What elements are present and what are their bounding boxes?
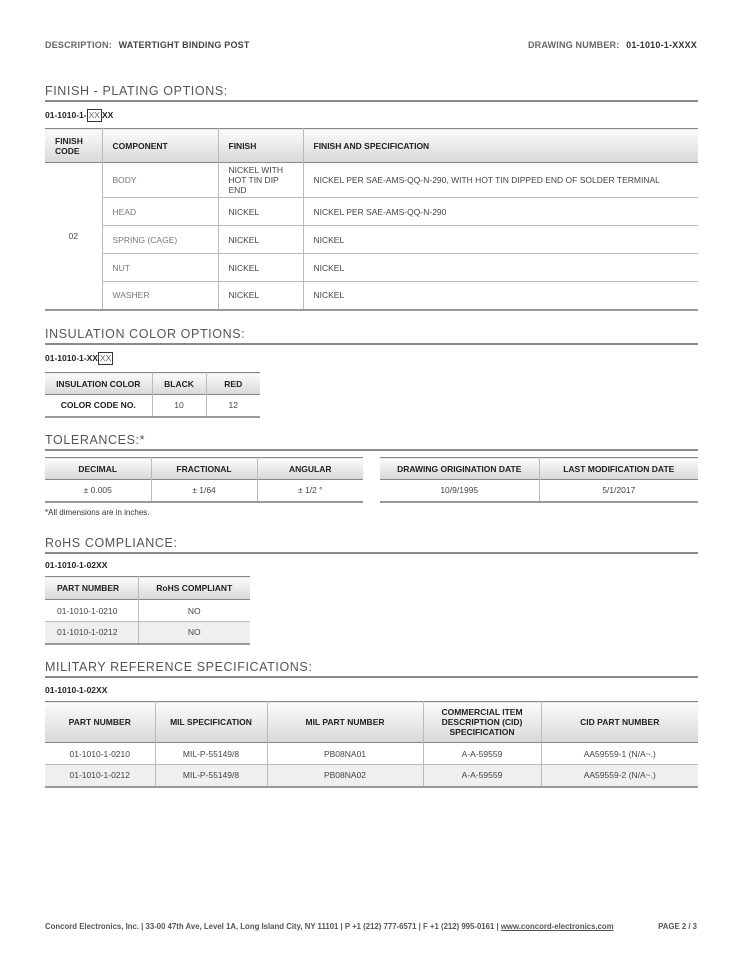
col-origination-date: DRAWING ORIGINATION DATE bbox=[380, 458, 539, 480]
col-insulation-color: INSULATION COLOR bbox=[45, 373, 152, 395]
finish-part-number bbox=[45, 109, 113, 122]
insulation-section-title: INSULATION COLOR OPTIONS: bbox=[45, 327, 698, 345]
col-finish-code: FINISH CODE bbox=[45, 129, 102, 163]
col-rohs-compliant: RoHS COMPLIANT bbox=[138, 577, 250, 600]
table-row bbox=[45, 282, 698, 310]
table-row bbox=[45, 226, 698, 254]
finish-cell: NICKEL bbox=[218, 198, 303, 226]
description-label: DESCRIPTION: bbox=[45, 40, 112, 50]
finish-section-title: FINISH - PLATING OPTIONS: bbox=[45, 84, 698, 102]
mil-cell: MIL-P-55149/8 bbox=[155, 765, 267, 787]
rohs-part-cell: 01-1010-1-0212 bbox=[45, 622, 138, 644]
mil-cell: AA59559-1 (N/A~.) bbox=[541, 743, 698, 765]
component-cell: NUT bbox=[102, 254, 218, 282]
finish-pn-prefix: 01-1010-1- bbox=[45, 110, 87, 120]
spec-cell: NICKEL PER SAE-AMS-QQ-N-290 bbox=[303, 198, 698, 226]
mil-cell: PB08NA01 bbox=[267, 743, 423, 765]
mil-cell: 01-1010-1-0212 bbox=[45, 765, 155, 787]
col-mil-pn: MIL PART NUMBER bbox=[267, 702, 423, 743]
table-row bbox=[45, 480, 363, 502]
insulation-table bbox=[45, 372, 260, 418]
col-rohs-part-number: PART NUMBER bbox=[45, 577, 138, 600]
col-mil-spec: MIL SPECIFICATION bbox=[155, 702, 267, 743]
col-cid-spec: COMMERCIAL ITEM DESCRIPTION (CID) SPECIFICATION bbox=[423, 702, 541, 743]
mil-cell: PB08NA02 bbox=[267, 765, 423, 787]
col-angular: ANGULAR bbox=[257, 458, 363, 480]
mil-cell: AA59559-2 (N/A~.) bbox=[541, 765, 698, 787]
col-component: COMPONENT bbox=[102, 129, 218, 163]
col-modification-date: LAST MODIFICATION DATE bbox=[539, 458, 698, 480]
tolerances-section-title: TOLERANCES:* bbox=[45, 433, 698, 451]
rohs-table-header bbox=[45, 577, 250, 600]
origination-date: 10/9/1995 bbox=[380, 480, 539, 502]
tolerances-table bbox=[45, 457, 363, 503]
dimensions-note: *All dimensions are in inches. bbox=[45, 508, 150, 517]
insulation-part-number bbox=[45, 352, 113, 365]
mil-cell: A-A-59559 bbox=[423, 743, 541, 765]
angular-value: ± 1/2 ° bbox=[257, 480, 363, 502]
finish-pn-suffix: XX bbox=[101, 110, 114, 120]
table-row bbox=[45, 163, 698, 198]
footer-company bbox=[45, 922, 614, 931]
rohs-part-number: 01-1010-1-02XX bbox=[45, 560, 108, 570]
finish-cell: NICKEL bbox=[218, 254, 303, 282]
spec-cell: NICKEL bbox=[303, 254, 698, 282]
insulation-pn-box: XX bbox=[99, 353, 112, 363]
spec-cell: NICKEL bbox=[303, 282, 698, 310]
military-part-number: 01-1010-1-02XX bbox=[45, 685, 108, 695]
component-cell: SPRING (CAGE) bbox=[102, 226, 218, 254]
description-value: WATERTIGHT BINDING POST bbox=[118, 40, 250, 50]
military-section-title: MILITARY REFERENCE SPECIFICATIONS: bbox=[45, 660, 698, 678]
rohs-table bbox=[45, 576, 250, 645]
col-finish: FINISH bbox=[218, 129, 303, 163]
finish-pn-box: XX bbox=[88, 110, 100, 120]
col-black: BLACK bbox=[152, 373, 206, 395]
col-mil-part-number: PART NUMBER bbox=[45, 702, 155, 743]
rohs-compliant-cell: NO bbox=[138, 600, 250, 622]
military-table-header bbox=[45, 702, 698, 743]
drawing-number-label: DRAWING NUMBER: bbox=[527, 40, 620, 50]
rohs-section-title: RoHS COMPLIANCE: bbox=[45, 536, 698, 554]
description-header bbox=[45, 40, 250, 50]
mil-cell: A-A-59559 bbox=[423, 765, 541, 787]
col-red: RED bbox=[206, 373, 260, 395]
finish-code-cell: 02 bbox=[45, 163, 102, 310]
spec-cell: NICKEL PER SAE-AMS-QQ-N-290, WITH HOT TIN DIPPED END OF SOLDER TERMINAL bbox=[303, 163, 698, 198]
col-fractional: FRACTIONAL bbox=[151, 458, 257, 480]
drawing-number-value: 01-1010-1-XXXX bbox=[626, 40, 697, 50]
tolerances-table-header bbox=[45, 458, 363, 480]
table-row bbox=[380, 480, 698, 502]
mil-cell: MIL-P-55149/8 bbox=[155, 743, 267, 765]
insulation-table-header bbox=[45, 373, 260, 395]
dates-table bbox=[380, 457, 698, 503]
table-row bbox=[45, 622, 250, 644]
component-cell: WASHER bbox=[102, 282, 218, 310]
footer-address: Concord Electronics, Inc. | 33-00 47th Ave, Level 1A, Long Island City, NY 11101 | P +1 (212) 777-6571 | F +1 (212) 995-0161 | bbox=[45, 922, 501, 931]
modification-date: 5/1/2017 bbox=[539, 480, 698, 502]
decimal-value: ± 0.005 bbox=[45, 480, 151, 502]
page-number: PAGE 2 / 3 bbox=[658, 922, 697, 931]
component-cell: BODY bbox=[102, 163, 218, 198]
table-row bbox=[45, 395, 260, 417]
table-row bbox=[45, 743, 698, 765]
table-row bbox=[45, 765, 698, 787]
mil-cell: 01-1010-1-0210 bbox=[45, 743, 155, 765]
footer-website-link[interactable]: www.concord-electronics.com bbox=[500, 922, 614, 931]
rohs-part-cell: 01-1010-1-0210 bbox=[45, 600, 138, 622]
finish-cell: NICKEL bbox=[218, 226, 303, 254]
table-row bbox=[45, 600, 250, 622]
finish-table-header bbox=[45, 129, 698, 163]
col-decimal: DECIMAL bbox=[45, 458, 151, 480]
table-row bbox=[45, 254, 698, 282]
spec-cell: NICKEL bbox=[303, 226, 698, 254]
rohs-compliant-cell: NO bbox=[138, 622, 250, 644]
col-finish-spec: FINISH AND SPECIFICATION bbox=[303, 129, 698, 163]
finish-cell: NICKEL WITH HOT TIN DIP END bbox=[218, 163, 303, 198]
dates-table-header bbox=[380, 458, 698, 480]
color-code-red: 12 bbox=[206, 395, 260, 417]
finish-cell: NICKEL bbox=[218, 282, 303, 310]
table-row bbox=[45, 198, 698, 226]
finish-table bbox=[45, 128, 698, 311]
military-table bbox=[45, 701, 698, 788]
col-cid-pn: CID PART NUMBER bbox=[541, 702, 698, 743]
component-cell: HEAD bbox=[102, 198, 218, 226]
fractional-value: ± 1/64 bbox=[151, 480, 257, 502]
color-code-black: 10 bbox=[152, 395, 206, 417]
insulation-pn-prefix: 01-1010-1-XX bbox=[45, 353, 98, 363]
color-code-label: COLOR CODE NO. bbox=[45, 395, 152, 417]
drawing-number-header bbox=[528, 40, 697, 50]
